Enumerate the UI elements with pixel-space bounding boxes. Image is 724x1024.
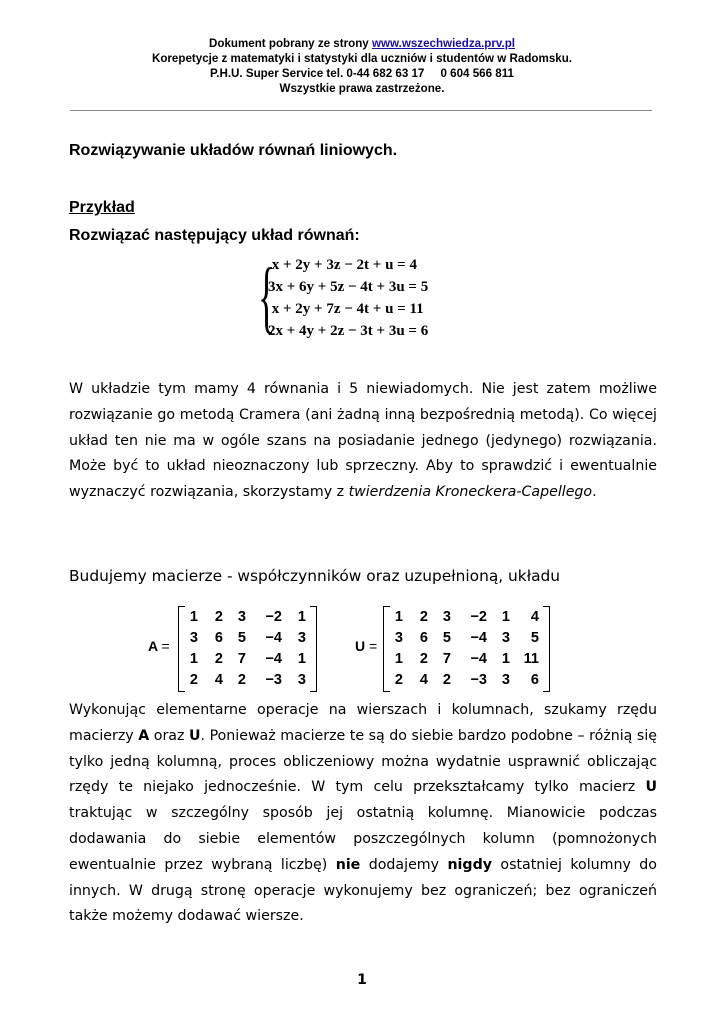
paragraph-2-part-5: dodajemy — [360, 856, 448, 873]
matrix-a-cell-r4-c5: 3 — [297, 672, 306, 688]
matrix-a-cell-r3-c2: 2 — [214, 651, 223, 667]
matrix-a-cell-r4-c1: 2 — [189, 672, 198, 688]
header-line-1 — [0, 36, 724, 51]
matrix-u-cell-r1-c2: 2 — [419, 609, 428, 625]
matrix-a-cell-r2-c2: 6 — [214, 630, 223, 646]
matrix-u-cell-r2-c5: 3 — [501, 630, 510, 646]
matrix-a-cell-r2-c5: 3 — [297, 630, 306, 646]
matrix-a-cell-r1-c4: −2 — [265, 609, 282, 625]
equation-3: x + 2y + 7z − 4t + u = 11 — [268, 301, 424, 317]
header-divider — [70, 110, 652, 111]
paragraph-1-end: . — [592, 484, 597, 501]
matrix-u-cell-r1-c4: −2 — [470, 609, 487, 625]
matrices-intro: Budujemy macierze - współczynników oraz uzupełnioną, układu — [69, 567, 561, 585]
source-link[interactable]: www.wszechwiedza.prv.pl — [371, 37, 515, 50]
matrix-a-equals: = — [161, 638, 170, 654]
matrix-u-ref-2: U — [645, 779, 657, 796]
matrix-a-right-bracket — [310, 606, 317, 692]
matrix-a-cell-r4-c4: −3 — [265, 672, 282, 688]
matrix-u-equals: = — [369, 638, 378, 654]
task-text: Rozwiązać następujący układ równań: — [69, 227, 360, 244]
matrix-u-cell-r2-c2: 6 — [419, 630, 428, 646]
matrix-a-label — [148, 638, 170, 654]
matrix-u-cell-r2-c6: 5 — [530, 630, 539, 646]
paragraph-2-part-2: oraz — [149, 727, 189, 744]
matrix-u-cell-r1-c1: 1 — [394, 609, 403, 625]
paragraph-2-part-4: traktując w szczególny sposób jej ostatnią kolumnę. Mianowicie podczas dodawania do siebie elementów poszczególnych kolumn (pomnożonych ewentualnie przez wybraną liczbę) — [69, 805, 657, 873]
matrix-u-cell-r3-c4: −4 — [470, 651, 487, 667]
page-number: 1 — [357, 972, 367, 988]
matrix-u-cell-r2-c1: 3 — [394, 630, 403, 646]
paragraph-2-part-3: . Ponieważ macierze te są do siebie bardzo podobne – różnią się tylko jedną kolumną, proces obliczeniowy można wydatnie usprawnić obliczając rzędy te niejako jednocześnie. W tym celu przekształcamy tylko macierz — [69, 727, 657, 796]
matrix-a-cell-r2-c1: 3 — [189, 630, 198, 646]
matrix-a-cell-r1-c2: 2 — [214, 609, 223, 625]
matrix-u — [383, 606, 551, 690]
matrix-u-letter: U — [355, 638, 366, 654]
document-title: Rozwiązywanie układów równań liniowych. — [69, 142, 398, 159]
matrix-u-right-bracket — [543, 606, 550, 692]
matrix-a-cell-r3-c4: −4 — [265, 651, 282, 667]
matrix-u-cell-r2-c4: −4 — [470, 630, 487, 646]
paragraph-2 — [69, 698, 657, 930]
matrix-u-cell-r3-c3: 7 — [442, 651, 451, 667]
matrix-u-cell-r3-c2: 2 — [419, 651, 428, 667]
matrix-a-cell-r2-c4: −4 — [265, 630, 282, 646]
matrix-a-letter: A — [148, 638, 158, 654]
matrix-a-cell-r1-c5: 1 — [297, 609, 306, 625]
emphasis-nigdy: nigdy — [447, 856, 492, 873]
matrix-u-cell-r1-c3: 3 — [442, 609, 451, 625]
equation-1: x + 2y + 3z − 2t + u = 4 — [268, 257, 417, 273]
matrix-a-cell-r1-c3: 3 — [237, 609, 246, 625]
document-header — [0, 36, 724, 96]
example-heading: Przykład — [69, 199, 135, 216]
header-line-3: P.H.U. Super Service tel. 0-44 682 63 17 0 604 566 811 — [209, 67, 514, 80]
matrix-a-cell-r3-c3: 7 — [237, 651, 246, 667]
matrix-a-cell-r3-c5: 1 — [297, 651, 306, 667]
matrix-a-cell-r3-c1: 1 — [189, 651, 198, 667]
matrix-u-cell-r4-c5: 3 — [501, 672, 510, 688]
matrix-u-ref: U — [188, 727, 201, 744]
paragraph-1 — [69, 377, 657, 506]
matrix-a-cell-r2-c3: 5 — [237, 630, 246, 646]
theorem-name: twierdzenia Kroneckera-Capellego — [348, 484, 593, 501]
matrix-u-cell-r4-c2: 4 — [419, 672, 428, 688]
header-source-text: Dokument pobrany ze strony — [208, 37, 372, 50]
matrix-u-cell-r1-c6: 4 — [530, 609, 539, 625]
paragraph-1-text: W układzie tym mamy 4 równania i 5 niewiadomych. Nie jest zatem możliwe rozwiązanie go metodą Cramera (ani żadną inną bezpośrednią metodą). Co więcej układ ten nie ma w ogóle szans na posiadanie jednego (jedynego) rozwiązania. Może być to układ nieoznaczony lub sprzeczny. Aby to sprawdzić i ewentualnie wyznaczyć rozwiązania, skorzystamy z — [69, 381, 657, 501]
header-line-2: Korepetycje z matematyki i statystyki dla uczniów i studentów w Radomsku. — [151, 52, 573, 65]
matrix-a-cell-r1-c1: 1 — [189, 609, 198, 625]
matrix-a-ref: A — [138, 727, 150, 744]
equation-2: 3x + 6y + 5z − 4t + 3u = 5 — [268, 279, 429, 295]
equation-4: 2x + 4y + 2z − 3t + 3u = 6 — [268, 323, 429, 339]
header-line-4: Wszystkie prawa zastrzeżone. — [279, 82, 445, 95]
matrix-u-cell-r3-c5: 1 — [501, 651, 510, 667]
matrix-a — [178, 606, 318, 690]
matrix-u-cell-r4-c6: 6 — [530, 672, 539, 688]
matrix-a-cell-r4-c2: 4 — [214, 672, 223, 688]
matrix-u-cell-r3-c6: 11 — [523, 651, 539, 667]
paragraph-2-part-1: Wykonując elementarne operacje na wierszach i kolumnach, szukamy rzędu macierzy — [69, 702, 657, 744]
matrix-u-cell-r2-c3: 5 — [442, 630, 451, 646]
matrix-u-cell-r4-c3: 2 — [442, 672, 451, 688]
matrix-a-cell-r4-c3: 2 — [237, 672, 246, 688]
matrix-u-cell-r4-c4: −3 — [470, 672, 487, 688]
left-brace: { — [258, 253, 276, 341]
matrix-u-cell-r1-c5: 1 — [501, 609, 510, 625]
matrix-u-cell-r3-c1: 1 — [394, 651, 403, 667]
emphasis-nie: nie — [335, 856, 361, 873]
matrix-u-cell-r4-c1: 2 — [394, 672, 403, 688]
paragraph-2-part-6: ostatniej kolumny do innych. W drugą stronę operacje wykonujemy bez ograniczeń; bez ograniczeń także możemy dodawać wiersze. — [69, 856, 657, 925]
